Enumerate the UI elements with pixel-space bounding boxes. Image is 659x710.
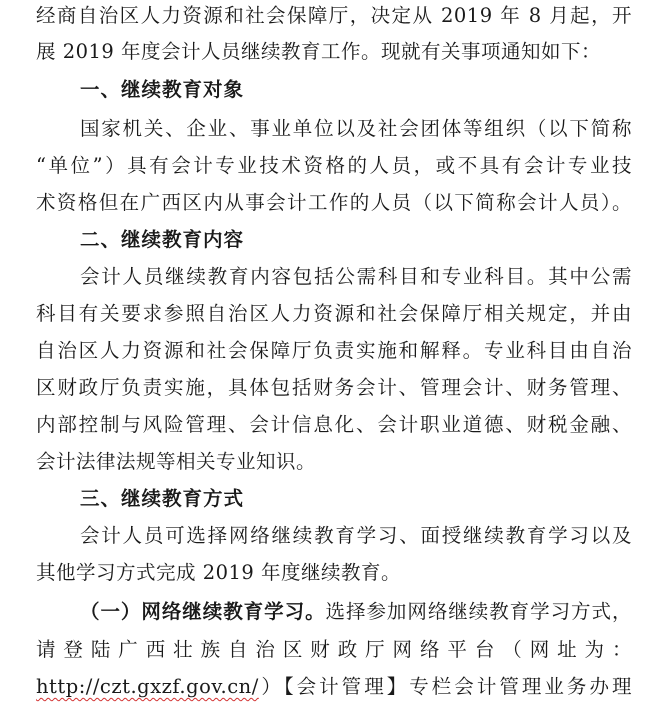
website-url-link[interactable]: http://czt.gxzf.gov.cn/	[36, 675, 259, 698]
subsection-1-line-3	[36, 669, 632, 705]
section-1-heading: 一、继续教育对象	[80, 78, 245, 101]
section-2-line-3: 自治区人力资源和社会保障厅负责实施和解释。专业科目由自治	[36, 339, 632, 362]
section-3-line-1: 会计人员可选择网络继续教育学习、面授继续教育学习以及	[80, 524, 632, 547]
section-2-line-5: 内部控制与风险管理、会计信息化、会计职业道德、财税金融、	[36, 413, 632, 436]
intro-line-2: 展 2019 年度会计人员继续教育工作。现就有关事项通知如下：	[36, 40, 602, 63]
section-3-heading: 三、继续教育方式	[80, 487, 245, 510]
section-1-line-3: 术资格但在广西区内从事会计工作的人员（以下简称会计人员）。	[36, 191, 632, 214]
subsection-1-line-3-rest: ）【会计管理】专栏会计管理业务办理	[258, 675, 632, 698]
section-2-line-4: 区财政厅负责实施，具体包括财务会计、管理会计、财务管理、	[36, 376, 632, 399]
section-2-line-1: 会计人员继续教育内容包括公需科目和专业科目。其中公需	[80, 265, 632, 288]
section-2-heading: 二、继续教育内容	[80, 228, 245, 251]
section-3-line-2: 其他学习方式完成 2019 年度继续教育。	[36, 561, 402, 584]
section-1-line-2: “单位”）具有会计专业技术资格的人员，或不具有会计专业技	[36, 154, 632, 177]
subsection-1-line-2: 请登陆广西壮族自治区财政厅网络平台（网址为：	[36, 638, 632, 661]
section-2-line-6: 会计法律法规等相关专业知识。	[36, 450, 317, 473]
section-1-line-1: 国家机关、企业、事业单位以及社会团体等组织（以下简称	[80, 117, 632, 140]
section-2-line-2: 科目有关要求参照自治区人力资源和社会保障厅相关规定，并由	[36, 302, 632, 325]
subsection-1-text: 选择参加网络继续教育学习方式，	[325, 600, 632, 623]
subsection-1-label: （一）网络继续教育学习。	[80, 600, 326, 623]
intro-line-1: 经商自治区人力资源和社会保障厅，决定从 2019 年 8 月起，开	[36, 4, 632, 27]
subsection-1-line-1	[80, 594, 632, 630]
